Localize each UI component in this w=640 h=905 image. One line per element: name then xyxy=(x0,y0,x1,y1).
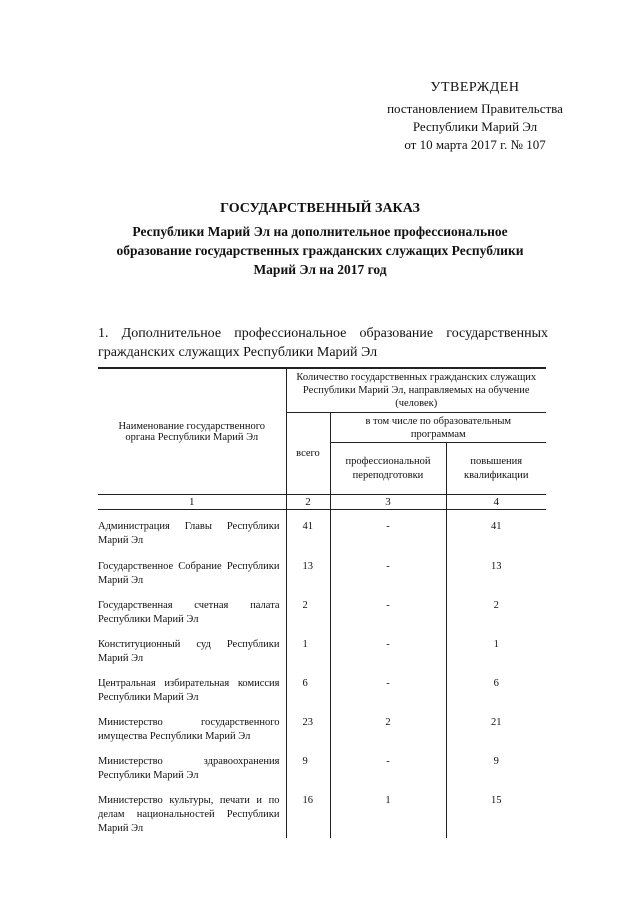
row-retraining: 1 xyxy=(330,784,446,838)
document-title: ГОСУДАРСТВЕННЫЙ ЗАКАЗ xyxy=(220,201,420,216)
row-qualification: 6 xyxy=(446,667,546,706)
column-number-4: 4 xyxy=(446,495,546,510)
table-row xyxy=(98,510,546,550)
education-order-table xyxy=(98,367,546,838)
header-programs-subgroup: в том числе по образовательным программам xyxy=(330,413,546,443)
approval-line-3: от 10 марта 2017 г. № 107 xyxy=(404,137,546,152)
column-number-2: 2 xyxy=(286,495,330,510)
row-retraining: - xyxy=(330,667,446,706)
row-retraining: - xyxy=(330,589,446,628)
row-qualification: 21 xyxy=(446,706,546,745)
row-agency-name: Министерство государственного имущества Республики Марий Эл xyxy=(98,716,280,742)
header-total: всего xyxy=(286,413,330,495)
document-subtitle-line-2: образование государственных гражданских служащих Республики xyxy=(116,243,524,258)
row-agency-name: Конституционный суд Республики Марий Эл xyxy=(98,638,280,664)
row-qualification: 15 xyxy=(446,784,546,838)
document-subtitle xyxy=(100,222,540,279)
row-agency-name: Министерство культуры, печати и по делам национальностей Республики Марий Эл xyxy=(98,794,280,834)
row-agency-name: Министерство здравоохранения Республики Марий Эл xyxy=(98,755,280,781)
table-row xyxy=(98,784,546,838)
table-row xyxy=(98,589,546,628)
row-qualification: 41 xyxy=(446,510,546,550)
row-total: 41 xyxy=(286,510,330,550)
row-total: 6 xyxy=(286,667,330,706)
row-qualification: 9 xyxy=(446,745,546,784)
table-row xyxy=(98,550,546,589)
header-agency-name: Наименование государственного органа Республики Марий Эл xyxy=(98,368,286,495)
column-numbers-row xyxy=(98,495,546,510)
table-row xyxy=(98,628,546,667)
document-subtitle-line-3: Марий Эл на 2017 год xyxy=(253,262,387,277)
column-number-3: 3 xyxy=(330,495,446,510)
row-agency-name: Государственная счетная палата Республики Марий Эл xyxy=(98,599,280,625)
row-retraining: - xyxy=(330,745,446,784)
header-retraining: профессиональной переподготовки xyxy=(330,443,446,495)
table-row xyxy=(98,667,546,706)
document-subtitle-line-1: Республики Марий Эл на дополнительное профессиональное xyxy=(132,224,508,239)
approval-stamp xyxy=(360,80,590,154)
table-row xyxy=(98,706,546,745)
approval-title: УТВЕРЖДЕН xyxy=(430,80,520,95)
header-employees-group: Количество государственных гражданских служащих Республики Марий Эл, направляемых на обучение (человек) xyxy=(286,368,546,413)
row-total: 13 xyxy=(286,550,330,589)
row-total: 9 xyxy=(286,745,330,784)
row-total: 1 xyxy=(286,628,330,667)
row-total: 2 xyxy=(286,589,330,628)
column-number-1: 1 xyxy=(98,495,286,510)
row-agency-name: Государственное Собрание Республики Марий Эл xyxy=(98,560,280,586)
header-qualification: повышения квалификации xyxy=(446,443,546,495)
row-retraining: - xyxy=(330,628,446,667)
row-qualification: 13 xyxy=(446,550,546,589)
approval-line-1: постановлением Правительства xyxy=(387,101,563,116)
row-retraining: - xyxy=(330,550,446,589)
row-total: 23 xyxy=(286,706,330,745)
table-row xyxy=(98,745,546,784)
row-agency-name: Центральная избирательная комиссия Республики Марий Эл xyxy=(98,677,280,703)
row-retraining: 2 xyxy=(330,706,446,745)
approval-line-2: Республики Марий Эл xyxy=(412,119,538,134)
section-title: 1. Дополнительное профессиональное образование государственных гражданских служащих Республики Марий Эл xyxy=(98,326,548,360)
row-qualification: 1 xyxy=(446,628,546,667)
row-agency-name: Администрация Главы Республики Марий Эл xyxy=(98,521,280,546)
row-retraining: - xyxy=(330,510,446,550)
row-qualification: 2 xyxy=(446,589,546,628)
row-total: 16 xyxy=(286,784,330,838)
